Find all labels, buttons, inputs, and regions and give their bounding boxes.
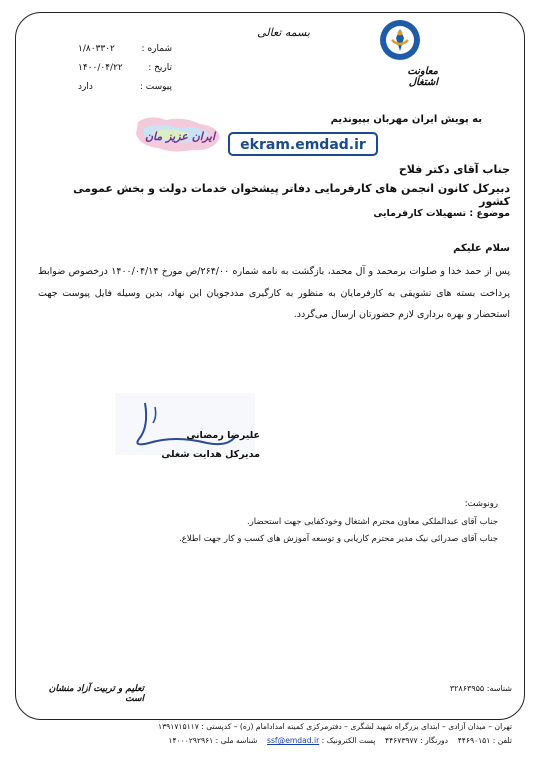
attachment-value: دارد xyxy=(78,82,93,92)
date-label: تاریخ : xyxy=(148,63,172,73)
footer-contact-line xyxy=(42,734,512,748)
campaign-slogan: به پویش ایران مهربان بپیوندیم xyxy=(330,114,482,125)
email-label: پست الکترونیک : xyxy=(321,736,376,745)
campaign-website: ekram.emdad.ir xyxy=(228,132,378,156)
addressee-name: جناب آقای دکتر فلاح xyxy=(398,163,510,176)
national-id-label: شناسه ملی : xyxy=(215,736,258,745)
cc-line: جناب آقای عبدالملکی معاون محترم اشتغال وخودکفایی جهت استحضار. xyxy=(246,516,498,527)
addressee-title: دبیرکل کانون انجمن های کارفرمایی دفاتر پیشخوان خدمات دولت و بخش عمومی کشور xyxy=(73,182,510,208)
subject-value: تسهیلات کارفرمایی xyxy=(373,208,467,219)
meta-attachment-row xyxy=(72,78,172,97)
signatory-title: مدیرکل هدایت شغلی xyxy=(161,449,260,460)
document-id-value: ۳۲۸۶۳۹۵۵ xyxy=(449,684,485,693)
footer-slogan: تعلیم و تربیت آزاد منشان است xyxy=(48,684,144,704)
attachment-label: پیوست : xyxy=(139,82,172,92)
document-id-label: شناسه: xyxy=(486,684,512,693)
phone-value: ۴۴۶۹۰۱۵۱ xyxy=(457,736,491,745)
footer-contact xyxy=(42,720,512,748)
subject-label: موضوع : xyxy=(469,208,510,219)
phone-label: تلفن : xyxy=(492,736,512,745)
imam-khomeini-relief-logo xyxy=(378,18,422,62)
signatory xyxy=(160,426,260,464)
document-id xyxy=(412,684,512,693)
greeting: سلام علیکم xyxy=(453,243,510,254)
signatory-name: علیرضا رمضانی xyxy=(186,430,260,441)
fax-label: دورنگار : xyxy=(420,736,449,745)
number-label: شماره : xyxy=(141,44,172,54)
meta-date-row xyxy=(72,59,172,78)
iran-map-graphic xyxy=(130,112,226,156)
bismillah: بسمه تعالی xyxy=(257,26,310,39)
carbon-copy xyxy=(158,496,498,549)
map-caption: ایران عزیز مان xyxy=(144,130,216,143)
email-link[interactable]: ssf@emdad.ir xyxy=(267,736,320,745)
subject-line xyxy=(230,208,510,219)
body-paragraph: پس از حمد خدا و صلوات برمحمد و آل محمد، بازگشت به نامه شماره ۲۶۴/۰۰/ص مورخ ۱۴۰۰/۰۴/۱۴ درخصوص ضوابط پرداخت بسته های تشویقی به کارفرمایان به منظور به کارگیری مددجویان این نهاد، بدین وسیله فایل پیوست جهت استحضار و بهره برداری لازم حضورتان ارسال می‌گردد. xyxy=(38,266,511,320)
fax-value: ۴۴۶۷۳۹۷۷ xyxy=(385,736,418,745)
organization-name: معاونت اشتغال xyxy=(407,66,438,88)
cc-line: جناب آقای صدرائی نیک مدیر محترم کاریابی و توسعه آموزش های کسب و کار جهت اطلاع. xyxy=(179,534,498,544)
meta-number-row xyxy=(72,40,172,59)
date-value: ۱۴۰۰/۰۴/۲۲ xyxy=(78,63,123,73)
national-id-value: ۱۴۰۰۰۲۹۲۹۶۱ xyxy=(168,736,214,745)
footer-address: تهران – میدان آزادی – ابتدای بزرگراه شهید لشگری – دفترمرکزی کمیته امدادامام (ره) – کدپستی : ۱۳۹۱۷۱۵۱۱۷ xyxy=(158,722,512,731)
number-value: ۱/۸۰۳۳۰۲ xyxy=(78,44,115,54)
cc-heading: رونوشت: xyxy=(464,499,498,509)
letter-meta xyxy=(72,40,172,97)
